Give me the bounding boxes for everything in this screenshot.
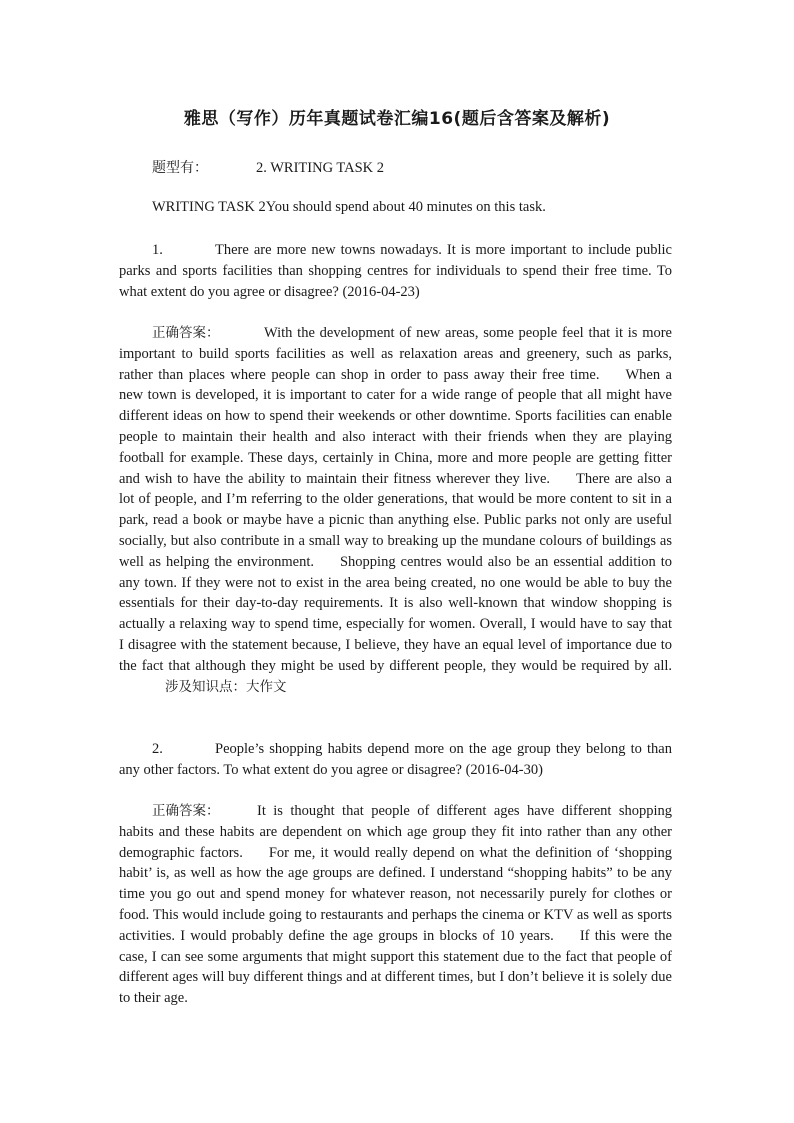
question-prompt: There are more new towns nowadays. It is more important to include public parks and sports facilities than shopping centres for individuals to spend their free time. To what extent do you agree or disagree? (2016-04-23) bbox=[119, 242, 672, 300]
answer-2 bbox=[119, 801, 672, 1009]
answer-1 bbox=[119, 323, 672, 697]
answer-paragraph: There are also a lot of people, and I’m referring to the older generations, that would be more content to sit in a park, read a book or maybe have a picnic than anything else. Public parks not only are useful socially, but also contribute in a small way to breaking up the mundane colours of buildings as well as helping the environment. bbox=[119, 470, 672, 570]
question-number: 2. bbox=[152, 741, 163, 757]
question-number: 1. bbox=[152, 242, 163, 258]
answer-label: 正确答案： bbox=[152, 803, 220, 819]
answer-paragraph: When a new town is developed, it is important to cater for a wide range of people that all might have different ideas on how to spend their weekends or other downtime. Sports facilities can enable people to maintain their health and also interact with their friends when they are playing football for example. These days, certainly in China, more and more people are getting fitter and wish to have the ability to maintain their fitness wherever they live. bbox=[119, 366, 672, 487]
page-title: 雅思（写作）历年真题试卷汇编16(题后含答案及解析) bbox=[183, 109, 611, 129]
question-type-value: 2. WRITING TASK 2 bbox=[256, 160, 384, 176]
answer-paragraph: It is thought that people of different ages have different shopping habits and these habits are dependent on which age group they fit into rather than any other demographic factors. bbox=[119, 803, 672, 861]
answer-paragraph: For me, it would really depend on what the definition of ‘shopping habit’ is, as well as how the age groups are defined. I understand “shopping habits” to be any time you go out and spend money for whatever reason, not necessarily purely for clothes or food. This would include going to restaurants and perhaps the cinema or KTV as well as sports activities. I would probably define the age groups in blocks of 10 years. bbox=[119, 844, 672, 944]
answer-paragraph: With the development of new areas, some people feel that it is more important to build sports facilities as well as relaxation areas and greenery, such as parks, rather than places where people can shop in order to pass away their free time. bbox=[119, 325, 672, 383]
question-type bbox=[152, 157, 384, 177]
question-type-label: 题型有： bbox=[152, 160, 208, 176]
answer-paragraph: Shopping centres would also be an essential addition to any town. If they were not to exist in the area being created, no one would be able to buy the essentials for their day-to-day requirements. It is also well-known that window shopping is actually a relaxing way to spend time, especially for women. Overall, I would have to say that I disagree with the statement because, I believe, they have an equal level of importance due to the fact that although they might be used by different people, they would be required by all. bbox=[119, 553, 672, 674]
knowledge-point: 涉及知识点：大作文 bbox=[165, 678, 287, 695]
question-2 bbox=[119, 739, 672, 781]
answer-label: 正确答案： bbox=[152, 325, 220, 341]
question-1 bbox=[119, 240, 672, 302]
answer-paragraph: If this were the case, I can see some arguments that might support this statement due to the fact that people of different ages will buy different things and at different times, but I don’t believe it is solely due to their age. bbox=[119, 927, 672, 1007]
question-prompt: People’s shopping habits depend more on the age group they belong to than any other factors. To what extent do you agree or disagree? (2016-04-30) bbox=[119, 741, 672, 778]
section-heading: WRITING TASK 2You should spend about 40 minutes on this task. bbox=[152, 199, 546, 215]
